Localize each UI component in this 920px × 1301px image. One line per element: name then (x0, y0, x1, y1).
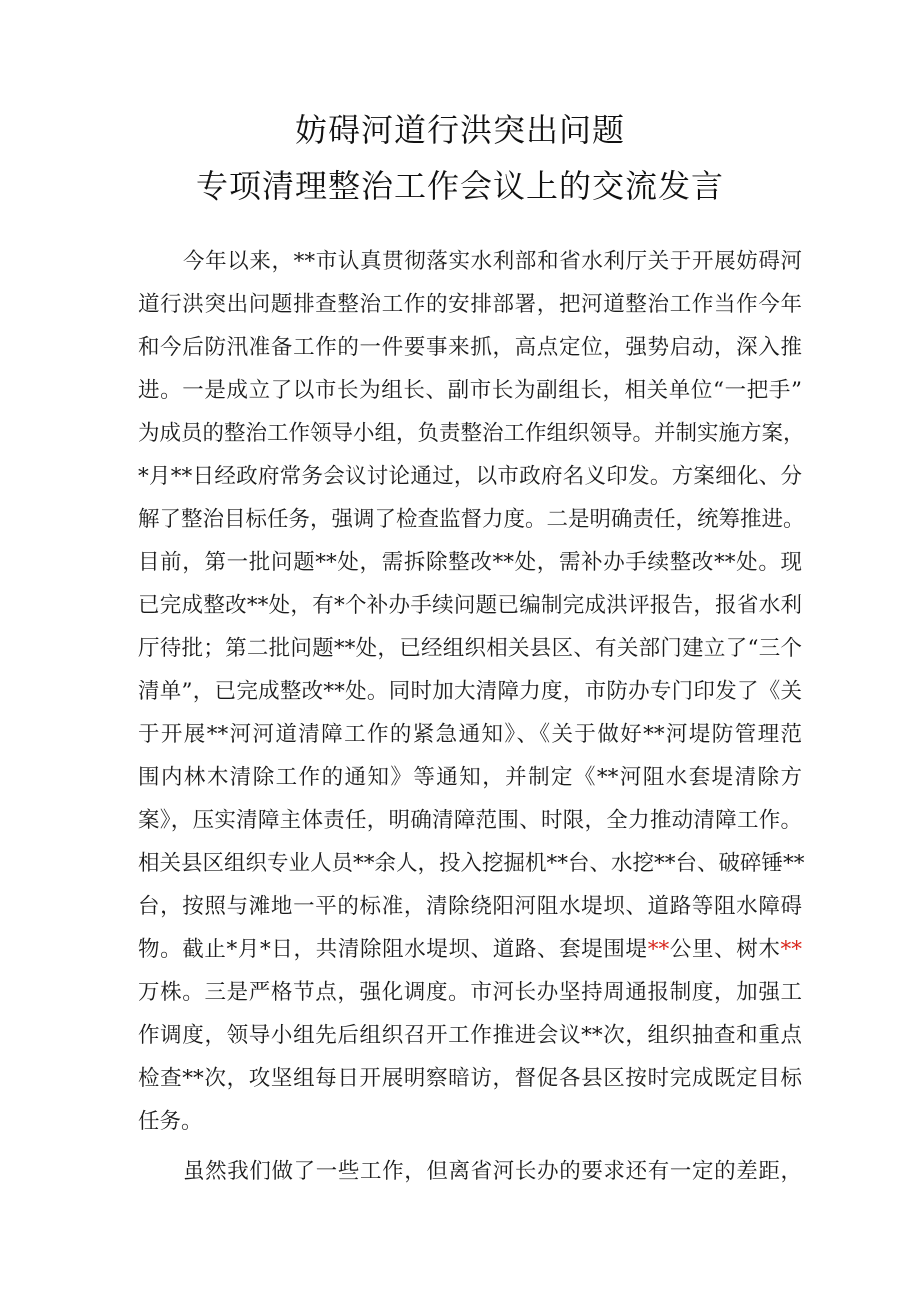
line-17-text-a: 物。截止*月*日，共清除阻水堤坝、道路、套堤围堤 (138, 937, 648, 962)
document-title-line-1: 妨碍河道行洪突出问题 (294, 111, 625, 149)
paragraph-1-line-17 (138, 935, 802, 965)
paragraph-1-line-13: 围内林木清除工作的通知》等通知，并制定《**河阻水套堤清除方 (138, 765, 802, 790)
paragraph-1-line-18: 万株。三是严格节点，强化调度。市河长办坚持周通报制度，加强工 (138, 980, 802, 1005)
paragraph-1-line-12: 于开展**河河道清障工作的紧急通知》、《关于做好**河堤防管理范 (138, 722, 802, 747)
paragraph-1-line-20: 检查**次，攻坚组每日开展明察暗访，督促各县区按时完成既定目标 (138, 1066, 802, 1091)
highlight-red-2: ** (780, 937, 802, 962)
paragraph-1-line-4: 进。一是成立了以市长为组长、副市长为副组长，相关单位“一把手” (138, 378, 802, 403)
paragraph-1-line-21: 任务。 (138, 1109, 203, 1134)
paragraph-1-line-7: 解了整治目标任务，强调了检查监督力度。二是明确责任，统筹推进。 (138, 507, 805, 532)
paragraph-1-line-14: 案》，压实清障主体责任，明确清障范围、时限，全力推动清障工作。 (138, 808, 802, 833)
paragraph-1-line-8: 目前，第一批问题**处，需拆除整改**处，需补办手续整改**处。现 (138, 550, 802, 575)
paragraph-1-line-11: 清单”，已完成整改**处。同时加大清障力度，市防办专门印发了《关 (138, 679, 802, 704)
highlight-red-1: ** (647, 937, 670, 962)
paragraph-1-line-16: 台，按照与滩地一平的标准，清除绕阳河阻水堤坝、道路等阻水障碍 (138, 894, 802, 919)
document-title-line-2: 专项清理整治工作会议上的交流发言 (195, 167, 724, 205)
paragraph-1-line-6: *月**日经政府常务会议讨论通过，以市政府名义印发。方案细化、分 (138, 464, 802, 489)
paragraph-1-line-15: 相关县区组织专业人员**余人，投入挖掘机**台、水挖**台、破碎锤** (138, 851, 805, 876)
paragraph-2-line-1: 虽然我们做了一些工作，但离省河长办的要求还有一定的差距， (183, 1159, 802, 1184)
paragraph-1-line-9: 已完成整改**处，有*个补办手续问题已编制完成洪评报告，报省水利 (138, 593, 802, 618)
paragraph-1-line-10: 厅待批；第二批问题**处，已经组织相关县区、有关部门建立了“三个 (138, 636, 802, 661)
paragraph-1-line-5: 为成员的整治工作领导小组，负责整治工作组织领导。并制实施方案， (138, 421, 805, 446)
paragraph-1-line-19: 作调度，领导小组先后组织召开工作推进会议**次，组织抽查和重点 (138, 1023, 802, 1048)
line-17-text-b: 公里、树木 (669, 937, 781, 962)
paragraph-1-line-3: 和今后防汛准备工作的一件要事来抓，高点定位，强势启动，深入推 (138, 335, 802, 360)
paragraph-1-line-1: 今年以来，**市认真贯彻落实水利部和省水利厅关于开展妨碍河 (183, 249, 802, 274)
paragraph-1-line-2: 道行洪突出问题排查整治工作的安排部署，把河道整治工作当作今年 (138, 292, 802, 317)
